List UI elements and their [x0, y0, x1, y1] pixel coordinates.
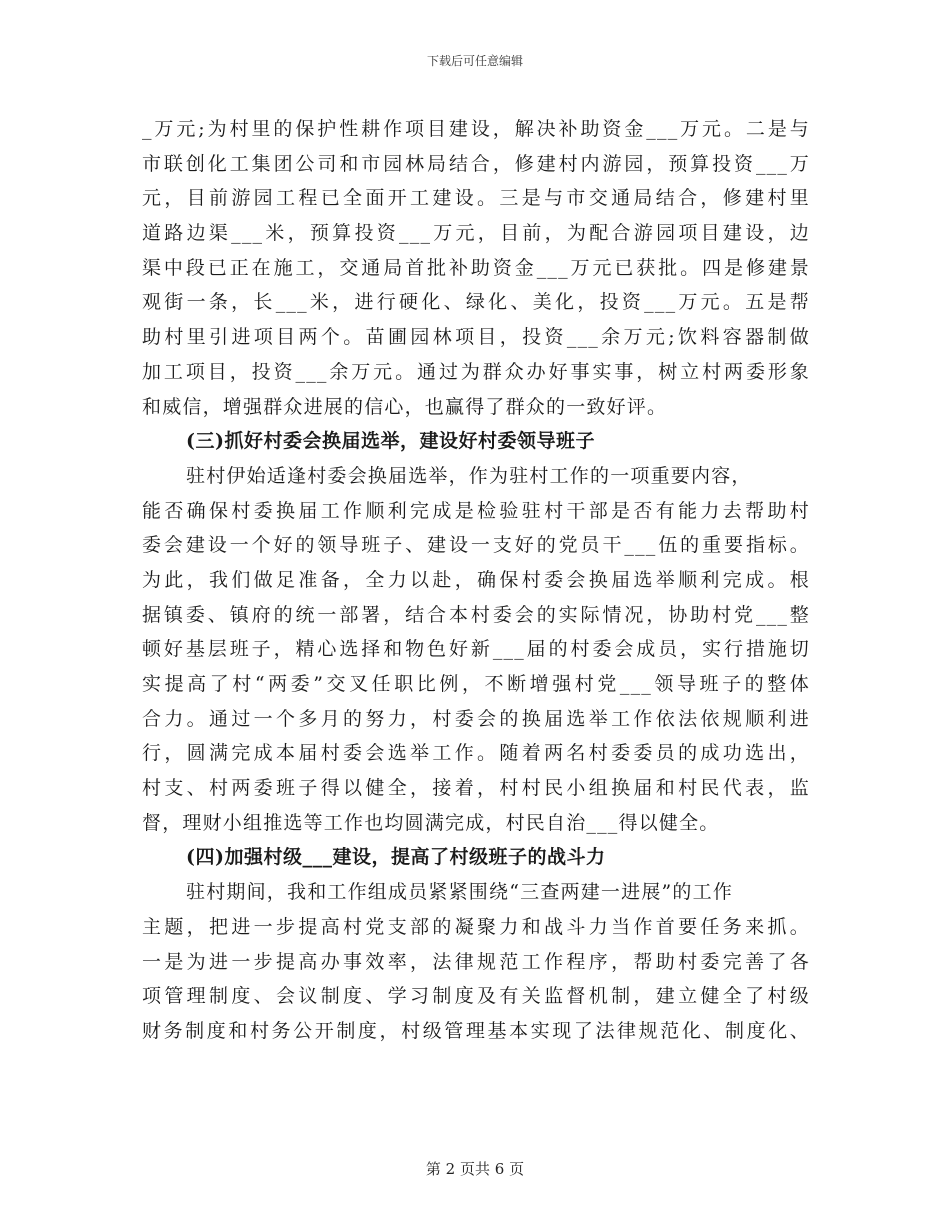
paragraph-line: 市联创化工集团公司和市园林局结合，修建村内游园，预算投资___万	[142, 152, 810, 175]
paragraph-line: 村支、村两委班子得以健全，接着，村村民小组换届和村民代表，监	[142, 777, 810, 800]
paragraph-line: 行，圆满完成本届村委会选举工作。随着两名村委委员的成功选出，	[142, 742, 810, 765]
paragraph-line: 和威信，增强群众进展的信心，也赢得了群众的一致好评。	[142, 395, 668, 418]
paragraph-line: 驻村伊始适逢村委会换届选举，作为驻村工作的一项重要内容，	[186, 464, 752, 487]
paragraph-line: 一是为进一步提高办事效率，法律规范工作程序，帮助村委完善了各	[142, 950, 810, 973]
paragraph-line: 加工项目，投资___余万元。通过为群众办好事实事，树立村两委形象	[142, 360, 810, 383]
paragraph-line: 实提高了村“两委”交叉任职比例，不断增强村党___领导班子的整体	[142, 673, 810, 695]
paragraph-line: 驻村期间，我和工作组成员紧紧围绕“三查两建一进展”的工作	[186, 881, 734, 904]
page-number: 第 2 页共 6 页	[425, 1160, 525, 1178]
paragraph-line: 道路边渠___米，预算投资___万元，目前，为配合游园项目建设，边	[142, 222, 810, 245]
paragraph-line: 督，理财小组推选等工作也均圆满完成，村民自治___得以健全。	[142, 811, 720, 834]
page-header: 下载后可任意编辑	[426, 54, 523, 68]
paragraph-line: 观街一条，长___米，进行硬化、绿化、美化，投资___万元。五是帮	[142, 291, 810, 314]
paragraph-line: 元，目前游园工程已全面开工建设。三是与市交通局结合，修建村里	[142, 187, 810, 210]
paragraph-line: 项管理制度、会议制度、学习制度及有关监督机制，建立健全了村级	[142, 985, 810, 1008]
paragraph-line: 渠中段已正在施工，交通局首批补助资金___万元已获批。四是修建景	[142, 256, 810, 279]
paragraph-line: 财务制度和村务公开制度，村级管理基本实现了法律规范化、制度化、	[142, 1019, 810, 1042]
paragraph-line: 为此，我们做足准备，全力以赴，确保村委会换届选举顺利完成。根	[142, 568, 810, 591]
paragraph-line: 顿好基层班子，精心选择和物色好新___届的村委会成员，实行措施切	[142, 638, 810, 661]
paragraph-line: 委会建设一个好的领导班子、建设一支好的党员干___伍的重要指标。	[142, 534, 810, 557]
paragraph-line: 助村里引进项目两个。苗圃园林项目，投资___余万元;饮料容器制做	[142, 326, 810, 349]
section-heading-4: (四)加强村级___建设，提高了村级班子的战斗力	[186, 846, 606, 869]
paragraph-line: 能否确保村委换届工作顺利完成是检验驻村干部是否有能力去帮助村	[142, 499, 810, 522]
paragraph-line: 据镇委、镇府的统一部署，结合本村委会的实际情况，协助村党___整	[142, 603, 810, 626]
paragraph-line: 主题，把进一步提高村党支部的凝聚力和战斗力当作首要任务来抓。	[142, 915, 810, 938]
paragraph-line: _万元;为村里的保护性耕作项目建设，解决补助资金___万元。二是与	[142, 118, 810, 140]
section-heading-3: (三)抓好村委会换届选举，建设好村委领导班子	[186, 430, 595, 453]
document-body	[142, 112, 810, 1049]
paragraph-line: 合力。通过一个多月的努力，村委会的换届选举工作依法依规顺利进	[142, 707, 810, 730]
